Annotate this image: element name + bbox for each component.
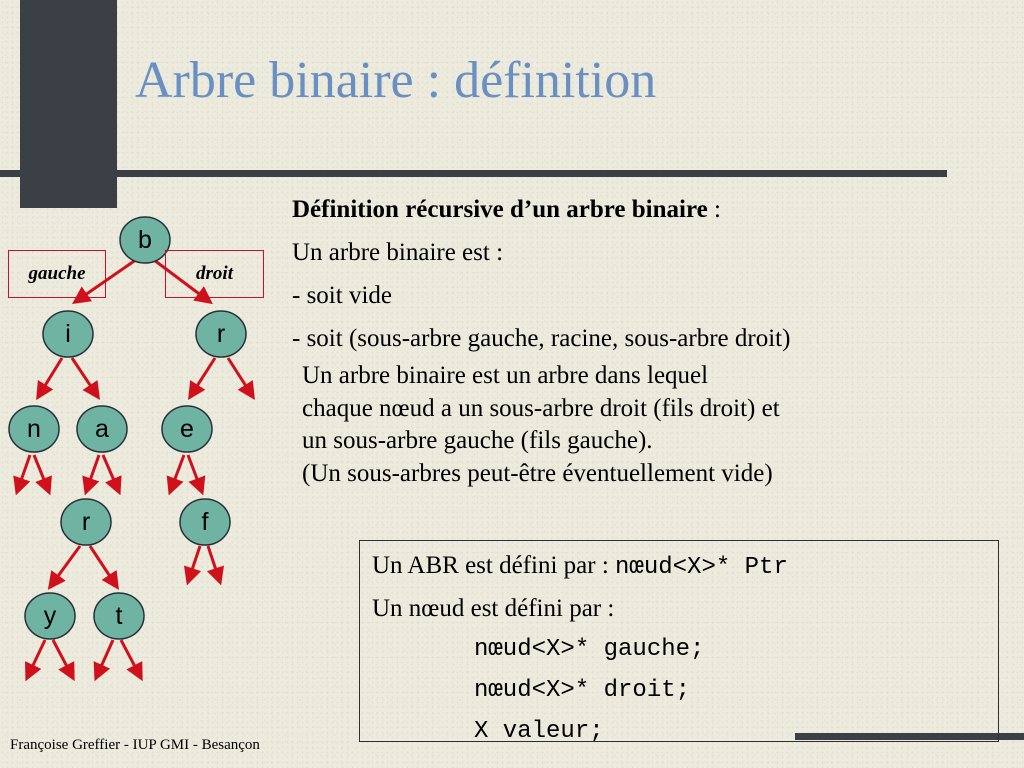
edge-n-empty-right bbox=[34, 455, 49, 492]
description-paragraph bbox=[302, 360, 780, 490]
edge-i-n bbox=[38, 358, 62, 397]
label-gauche: gauche bbox=[8, 250, 106, 298]
node-y-label: y bbox=[43, 602, 57, 630]
node-r2-label: r bbox=[81, 508, 91, 536]
abr-line-1 bbox=[372, 545, 986, 588]
abr-line-2: Un nœud est défini par : bbox=[372, 595, 615, 622]
edge-e-empty bbox=[170, 455, 184, 492]
code-line: X valeur; bbox=[474, 718, 604, 745]
edge-y-empty-left bbox=[27, 640, 45, 678]
node-f-label: f bbox=[201, 508, 209, 536]
paragraph-line: chaque nœud a un sous-arbre droit (fils droit) et bbox=[302, 394, 780, 422]
edge-f-empty-right bbox=[208, 546, 220, 582]
edge-r-y bbox=[50, 546, 80, 587]
edge-r-empty bbox=[228, 358, 253, 397]
edge-r-e bbox=[190, 358, 215, 397]
node-n-label: n bbox=[27, 415, 41, 443]
definition-heading-line bbox=[292, 188, 790, 231]
edge-y-empty-right bbox=[53, 640, 73, 678]
edge-f-empty-left bbox=[188, 546, 200, 582]
page-title: Arbre binaire : définition bbox=[135, 52, 657, 109]
code-line: nœud<X>* gauche; bbox=[474, 636, 705, 663]
edge-e-f bbox=[188, 455, 202, 492]
edge-r-t bbox=[90, 546, 117, 587]
paragraph-line: (Un sous-arbres peut-être éventuellement vide) bbox=[302, 459, 773, 487]
abr-definition-box bbox=[359, 540, 999, 745]
node-e-label: e bbox=[180, 415, 194, 443]
definition-line: Un arbre binaire est : bbox=[292, 239, 504, 266]
abr-line-1-text: Un ABR est défini par : bbox=[372, 552, 616, 579]
node-b-label: b bbox=[138, 226, 152, 254]
edge-t-empty-left bbox=[96, 640, 113, 678]
edge-t-empty-right bbox=[121, 640, 141, 678]
paragraph-line: Un arbre binaire est un arbre dans lequel bbox=[302, 362, 709, 389]
definition-line: - soit (sous-arbre gauche, racine, sous-arbre droit) bbox=[292, 325, 791, 352]
paragraph-line: un sous-arbre gauche (fils gauche). bbox=[302, 427, 653, 454]
label-droit: droit bbox=[165, 250, 264, 298]
abr-line-1-code: nœud<X>* Ptr bbox=[615, 554, 788, 581]
edge-a-empty bbox=[103, 455, 119, 492]
definition-heading-suffix: : bbox=[707, 196, 721, 223]
recursive-definition bbox=[292, 188, 790, 360]
footer-credit: Françoise Greffier - IUP GMI - Besançon bbox=[10, 737, 260, 753]
node-t-label: t bbox=[115, 602, 123, 630]
node-a-label: a bbox=[95, 415, 109, 443]
edge-i-a bbox=[72, 358, 98, 397]
edge-a-r bbox=[86, 455, 99, 492]
node-i-label: i bbox=[65, 320, 71, 348]
binary-tree-diagram bbox=[0, 0, 300, 700]
edge-n-empty-left bbox=[17, 455, 30, 492]
definition-line: - soit vide bbox=[292, 282, 392, 309]
code-line: nœud<X>* droit; bbox=[474, 677, 691, 704]
definition-heading: Définition récursive d’un arbre binaire bbox=[292, 196, 708, 223]
node-r-label: r bbox=[216, 320, 226, 348]
